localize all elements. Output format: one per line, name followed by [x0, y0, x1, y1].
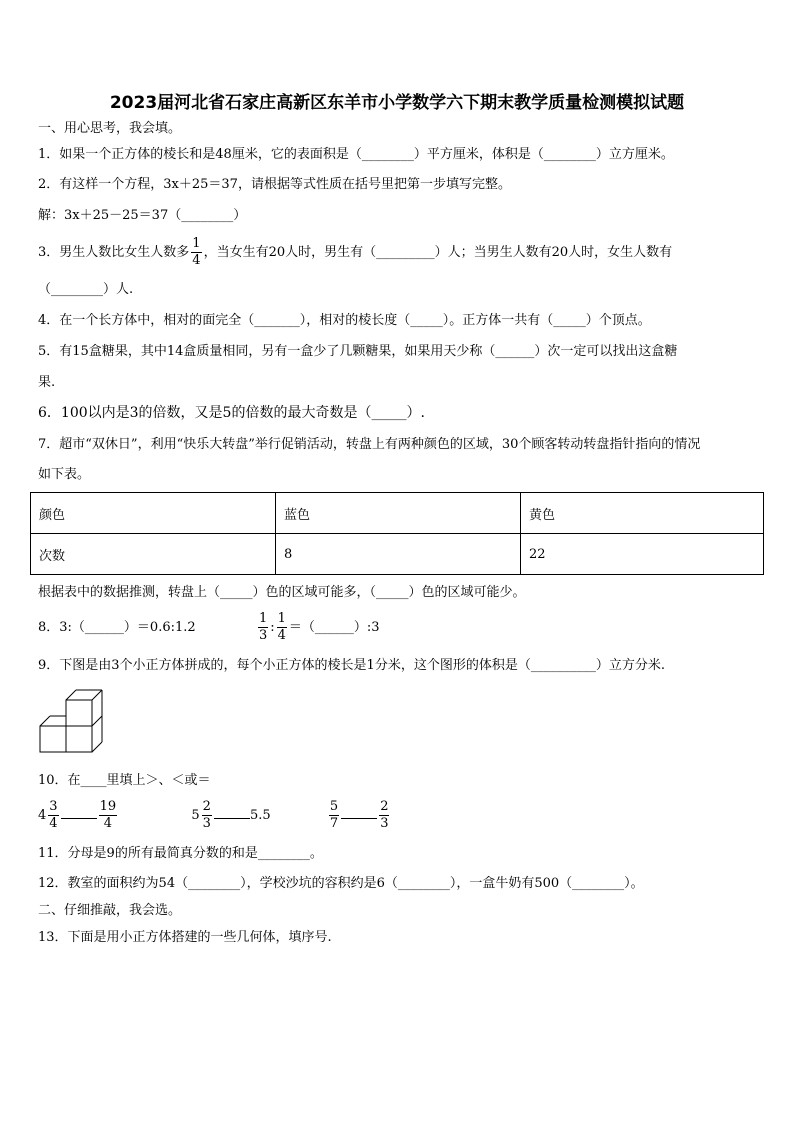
- question-5-continued: 果.: [38, 375, 56, 390]
- section-heading-1: 一、用心思考，我会填。: [38, 121, 182, 136]
- table-row: [31, 493, 764, 534]
- question-3-text-a: 3．男生人数比女生人数多: [38, 245, 190, 260]
- question-3-text-b: ，当女生有20人时，男生有（_________）人；当男生人数有20人时，女生人数有: [203, 245, 673, 260]
- page-title: 2023届河北省石家庄高新区东羊市小学数学六下期末教学质量检测模拟试题: [109, 93, 685, 113]
- question-7-continued: 如下表。: [38, 467, 91, 482]
- three-cubes-figure: [36, 688, 106, 756]
- compare-item-c: $\frac{5}{7}$ $\frac{2}{3}$: [329, 799, 389, 831]
- table-cell: 蓝色: [276, 493, 521, 534]
- fraction-one-quarter-b: $\frac{1}{4}$: [277, 611, 286, 643]
- compare-item-b: 5 $\frac{2}{3}$ 5.5: [191, 799, 271, 831]
- section-heading-2: 二、仔细推敲，我会选。: [38, 903, 182, 918]
- spin-result-table: [30, 492, 764, 575]
- table-cell: 22: [521, 534, 764, 575]
- question-9: 9．下图是由3个小正方体拼成的，每个小正方体的棱长是1分米，这个图形的体积是（__________）立方分米.: [38, 658, 665, 673]
- question-8: 8．3:（______）＝0.6:1.2 $\frac{1}{3}$ : $\frac{1}{4}$ ＝（______）:3: [38, 611, 380, 643]
- table-cell: 8: [276, 534, 521, 575]
- question-4: 4．在一个长方体中，相对的面完全（_______），相对的棱长度（_____）。正方体一共有（_____）个顶点。: [38, 313, 651, 328]
- question-7: 7．超市“双休日”，利用“快乐大转盘”举行促销活动，转盘上有两种颜色的区域，30个顾客转动转盘指针指向的情况: [38, 437, 701, 452]
- question-3-continued: （________）人.: [38, 282, 134, 297]
- table-cell: 次数: [31, 534, 276, 575]
- question-1: 1．如果一个正方体的棱长和是48厘米，它的表面积是（________）平方厘米，体积是（________）立方厘米。: [38, 147, 674, 162]
- fraction-one-third: $\frac{1}{3}$: [258, 611, 268, 643]
- question-8-part-a: 8．3:（______）＝0.6:1.2: [38, 620, 196, 635]
- question-13: 13．下面是用小正方体搭建的一些几何体，填序号.: [38, 930, 332, 945]
- question-2-solution: 解：3x＋25－25＝37（________）: [38, 208, 247, 223]
- question-11: 11．分母是9的所有最简真分数的和是________。: [38, 846, 323, 861]
- fraction-one-quarter: $\frac{1}{4}$: [192, 236, 201, 268]
- table-cell: 黄色: [521, 493, 764, 534]
- question-6: 6．100以内是3的倍数，又是5的倍数的最大奇数是（_____）.: [38, 405, 425, 421]
- question-3: [38, 236, 672, 270]
- compare-item-a: 4 $\frac{3}{4}$ $\frac{19}{4}$: [38, 799, 117, 831]
- question-10-items: [38, 798, 391, 834]
- question-8-part-b: ＝（______）:3: [288, 620, 380, 635]
- question-5: 5．有15盒糖果，其中14盒质量相同，另有一盒少了几颗糖果，如果用天少称（______）次一定可以找出这盒糖: [38, 344, 678, 359]
- table-row: [31, 534, 764, 575]
- question-10: 10．在____里填上＞、＜或＝: [38, 773, 211, 788]
- question-2: 2．有这样一个方程，3x＋25＝37，请根据等式性质在括号里把第一步填写完整。: [38, 177, 511, 192]
- question-7-prompt: 根据表中的数据推测，转盘上（_____）色的区域可能多，（_____）色的区域可能少。: [38, 585, 526, 600]
- question-12: 12．教室的面积约为54（________），学校沙坑的容积约是6（________），一盒牛奶有500（________）。: [38, 876, 644, 891]
- table-cell: 颜色: [31, 493, 276, 534]
